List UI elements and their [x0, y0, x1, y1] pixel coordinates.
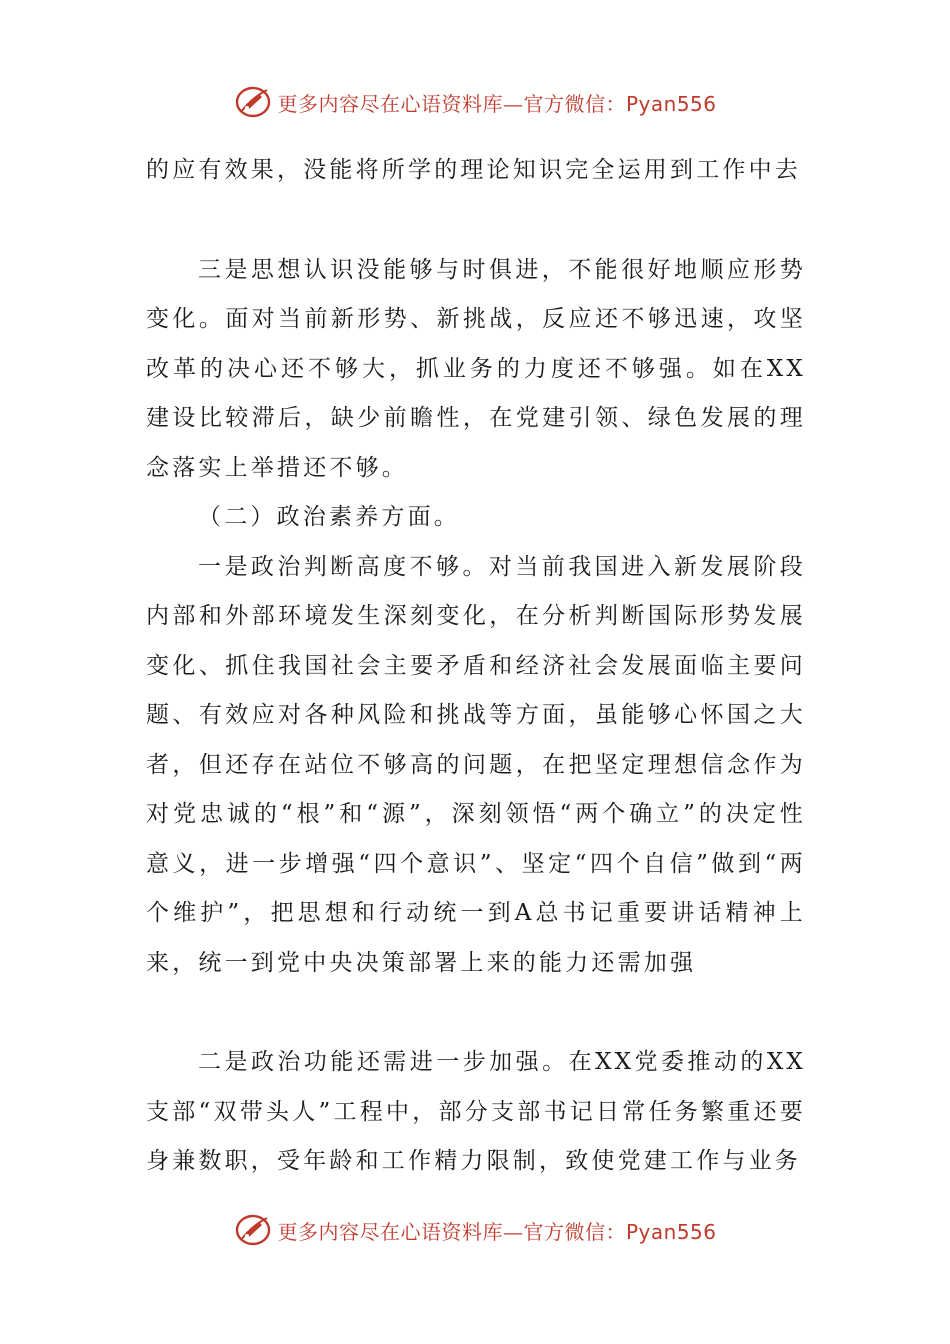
section-heading-political-literacy: （二）政治素养方面。 — [198, 504, 460, 530]
footer-banner-main: 更多内容尽在心语资料库 — [277, 1219, 503, 1244]
paragraph-gap — [146, 196, 806, 246]
pen-logo-icon — [233, 1210, 273, 1250]
header-banner — [0, 80, 950, 124]
paragraph-point-three: 三是思想认识没能够与时俱进，不能很好地顺应形势变化。面对当前新形势、新挑战，反应还不够迅速，攻坚改革的决心还不够大，抓业务的力度还不够强。如在XX建设比较滞后，缺少前瞻性，在党建引领、绿色发展的理念落实上举措还不够。 — [146, 256, 806, 481]
header-banner-text — [277, 88, 716, 117]
footer-banner — [0, 1208, 950, 1252]
header-banner-wechat-id: Pyan556 — [625, 91, 717, 116]
footer-banner-separator: — — [502, 1219, 524, 1244]
paragraph-point-two: 二是政治功能还需进一步加强。在XX党委推动的XX支部“双带头人”工程中，部分支部书记日常任务繁重还要身兼数职，受年龄和工作精力限制，致使党建工作与业务 — [146, 1049, 806, 1174]
paragraph-point-one: 一是政治判断高度不够。对当前我国进入新发展阶段内部和外部环境发生深刻变化，在分析判断国际形势发展变化、抓住我国社会主要矛盾和经济社会发展面临主要问题、有效应对各种风险和挑战等方面，虽能够心怀国之大者，但还存在站位不够高的问题，在把坚定理想信念作为对党忠诚的“根”和“源”，深刻领悟“两个确立”的决定性意义，进一步增强“四个意识”、坚定“四个自信”做到“两个维护”，把思想和行动统一到A总书记重要讲话精神上来，统一到党中央决策部署上来的能力还需加强 — [146, 553, 806, 976]
header-banner-main: 更多内容尽在心语资料库 — [277, 91, 503, 116]
footer-banner-wechat-id: Pyan556 — [625, 1219, 717, 1244]
pen-logo-icon — [233, 82, 273, 122]
footer-banner-text — [277, 1216, 716, 1245]
header-banner-wechat-label: 官方微信： — [523, 91, 626, 116]
document-body — [146, 146, 806, 1187]
paragraph-gap — [146, 988, 806, 1038]
footer-banner-wechat-label: 官方微信： — [523, 1219, 626, 1244]
header-banner-separator: — — [502, 91, 524, 116]
paragraph-continuation: 的应有效果，没能将所学的理论知识完全运用到工作中去 — [146, 157, 801, 183]
